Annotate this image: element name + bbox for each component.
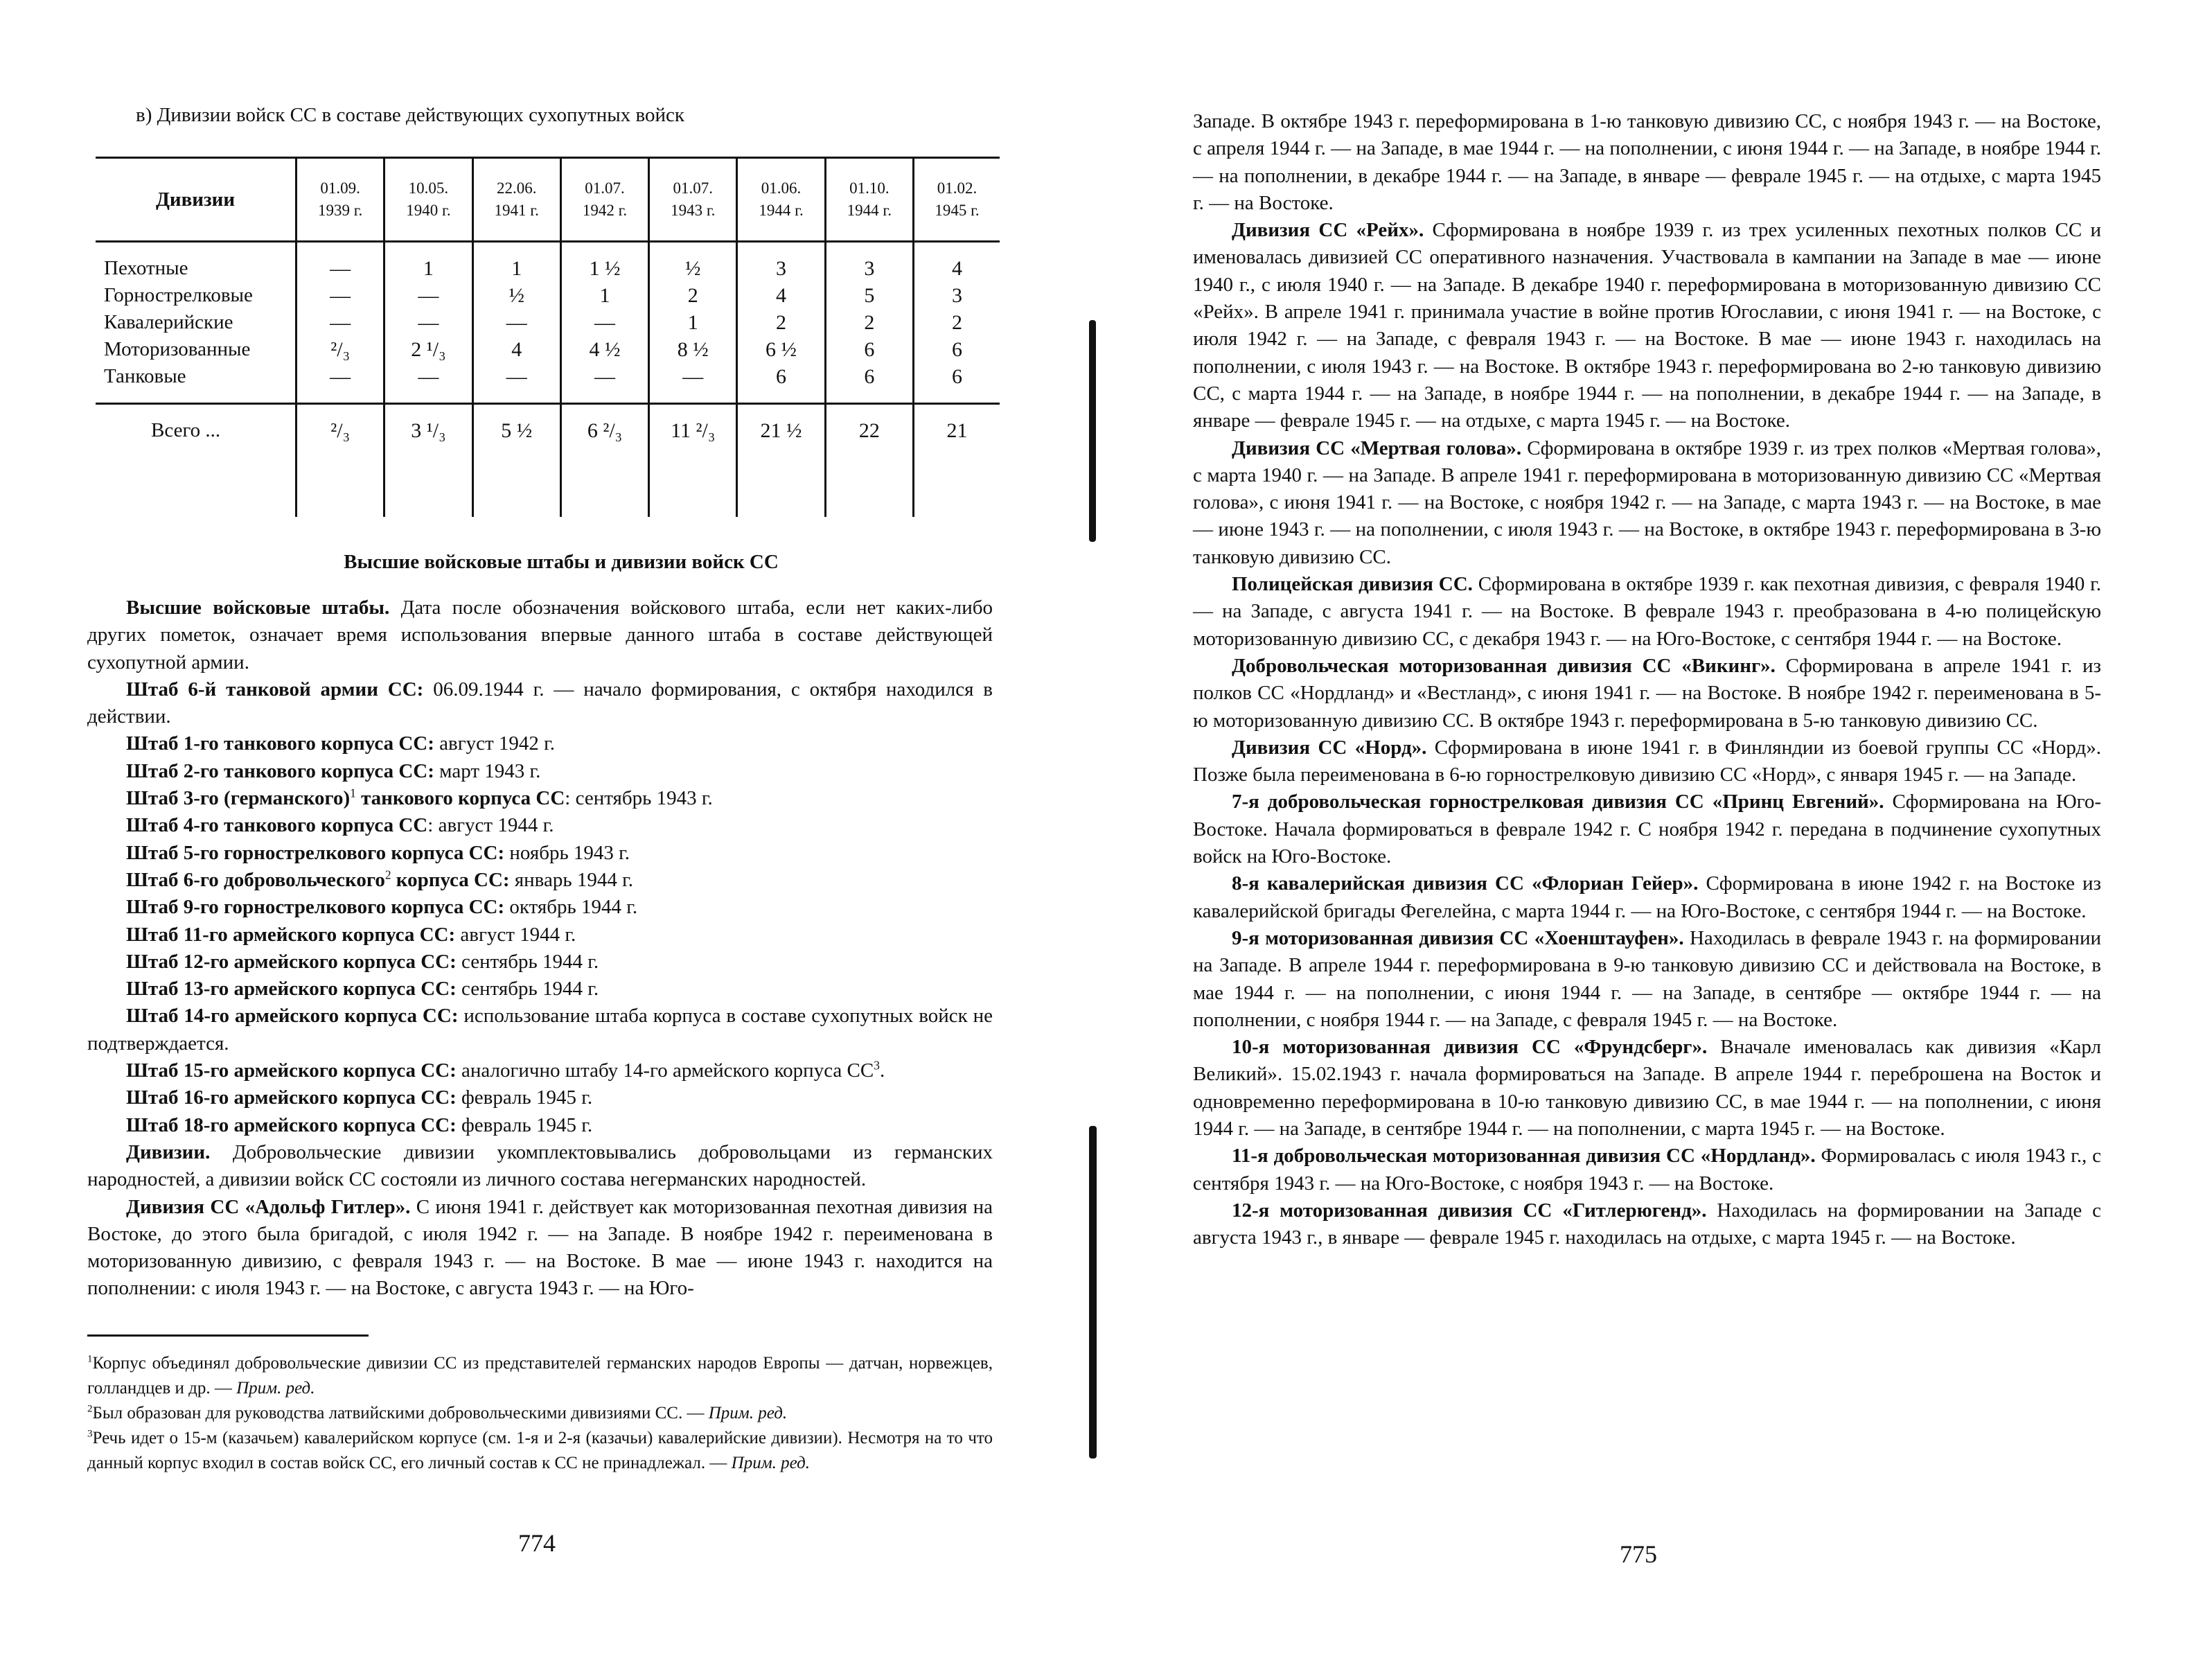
hq-entry: Штаб 6-го добровольческого$^2$ корпуса СС: январь 1944 г. <box>126 867 633 891</box>
section-heading: Высшие войсковые штабы и дивизии войск СС <box>344 551 779 573</box>
hq-entry: Штаб 3-го (германского)$^1$ танкового корпуса СС: сентябрь 1943 г. <box>126 786 713 810</box>
division-paragraph: Добровольческая моторизованная дивизия СС «Викинг». Сформирована в апреле 1941 г. из полков СС «Нордланд» и «Вестланд», с июня 1941 г. — на Востоке. В ноябре 1942 г. переименована в 5-ю моторизованную дивизию СС. В октябре 1943 г. переформирована в 5-ю танковую дивизию СС. <box>1193 654 2101 732</box>
table-column: 1 — — 2 ¹/₃ — <box>384 242 472 404</box>
division-paragraph: 12-я моторизованная дивизия СС «Гитлерюгенд». Находилась на формировании на Западе с августа 1943 г., в январе — феврале 1945 г. находилась на отдыхе, с марта 1945 г. — на Востоке. <box>1193 1199 2101 1249</box>
footnote: $^2$Был образован для руководства латвийскими добровольческими дивизиями СС. — Прим. ред. <box>87 1403 788 1422</box>
header-date: 01.09. 1939 г. <box>297 158 384 242</box>
table-column: 1 ½ 1 — 4 ½ — <box>560 242 648 404</box>
division-paragraph: 10-я моторизованная дивизия СС «Фрундсберг». Вначале именовалась как дивизия «Карл Великий». 15.02.1943 г. начала формироваться на Западе. В апреле 1944 г. переброшена на Восток и одновременно переформирована в 10-ю танковую дивизию СС, в мае 1944 г. — на пополнении, с июня 1944 г. — на Западе, в сентябре 1944 г. — на пополнении, с марта 1945 г. — на Востоке. <box>1193 1036 2101 1140</box>
paragraph: Дивизия СС «Адольф Гитлер». С июня 1941 г. действует как моторизованная пехотная дивизия на Востоке, до этого была бригадой, с июля 1942 г. — на Западе. В ноябре 1942 г. переименована в моторизованную дивизию, с февраля 1943 г. — на Востоке. В мае — июне 1943 г. находится на пополнении: с июля 1943 г. — на Востоке, с августа 1943 г. — на Юго- <box>87 1195 993 1300</box>
hq-entry: Штаб 15-го армейского корпуса СС: аналогично штабу 14-го армейского корпуса $СС^3$. <box>126 1058 885 1082</box>
paragraph: Высшие войсковые штабы. Дата после обозначения войскового штаба, если нет каких-либо других пометок, означает время использования впервые данного штаба в составе действующей сухопутной армии. <box>87 597 993 673</box>
hq-entry: Штаб 9-го горнострелкового корпуса СС: октябрь 1944 г. <box>126 896 638 919</box>
page-number-right: 775 <box>1620 1540 1657 1568</box>
table-title: в) Дивизии войск СС в составе действующих сухопутных войск <box>136 104 684 126</box>
paragraph: Дивизии. Добровольческие дивизии укомплектовывались добровольцами из германских народностей, а дивизии войск СС состояли из личного состава негерманских народностей. <box>87 1140 993 1191</box>
header-date: 01.07. 1942 г. <box>560 158 648 242</box>
paragraph: Западе. В октябре 1943 г. переформирована в 1-ю танковую дивизию СС, с ноября 1943 г. — на Востоке, с апреля 1944 г. — на Западе, в мае 1944 г. — на пополнении, с июня 1944 г. — на Западе, в ноябре 1944 г. — на пополнении, в декабре 1944 г. — на Западе, в январе — феврале 1945 г. — на отдыхе, с марта 1945 г. — на Востоке. <box>1193 110 2101 214</box>
total-label: Всего ... <box>96 404 297 518</box>
hq-entry: Штаб 11-го армейского корпуса СС: август 1944 г. <box>126 923 576 946</box>
table-header-row <box>96 158 1000 242</box>
total-cell: 11 ²/₃ <box>649 404 737 518</box>
footnote: $^1$Корпус объединял добровольческие дивизии СС из представителей германских народов Европы — датчан, норвежцев, голландцев и др. — Прим. ред. <box>87 1353 993 1398</box>
division-paragraph: 7-я добровольческая горнострелковая дивизия СС «Принц Евгений». Сформирована на Юго-Востоке. Начала формироваться в феврале 1942 г. С ноября 1942 г. передана в подчинение сухопутных войск на Юго-Востоке. <box>1193 791 2101 868</box>
table-body-row <box>96 242 1000 404</box>
total-cell: 6 ²/₃ <box>560 404 648 518</box>
left-text <box>87 594 993 1303</box>
total-cell: 22 <box>825 404 913 518</box>
divisions-table <box>96 157 1000 517</box>
header-date: 01.07. 1943 г. <box>649 158 737 242</box>
division-paragraph: Дивизия СС «Рейх». Сформирована в ноябре 1939 г. из трех усиленных пехотных полков СС и именовалась дивизией СС оперативного назначения. Участвовала в кампании на Западе в мае — июне 1940 г., с июля 1940 г. — на Западе. В декабре 1940 г. переформирована в моторизованную дивизию СС «Рейх». В апреле 1941 г. принимала участие в войне против Югославии, с июня 1941 г. — на Востоке, с июля 1942 г. — на Западе, с февраля 1943 г. — на Востоке. В мае — июне 1943 г. находилась на пополнении, с июля 1943 г. — на Востоке. В октябре 1943 г. переформирована во 2-ю танковую дивизию СС, с марта 1944 г. — на Западе, в ноябре 1944 г. — на пополнении, в декабре 1944 г. — на Западе, в январе — феврале 1945 г. — на отдыхе, с марта 1945 г. — на Востоке. <box>1193 219 2101 432</box>
page-number-left: 774 <box>518 1529 556 1557</box>
hq-entry: Штаб 16-го армейского корпуса СС: февраль 1945 г. <box>126 1086 593 1109</box>
header-date: 01.02. 1945 г. <box>913 158 1000 242</box>
total-cell: ²/₃ <box>297 404 384 518</box>
hq-entry: Штаб 5-го горнострелкового корпуса СС: ноябрь 1943 г. <box>126 841 630 864</box>
hq-entry: Штаб 1-го танкового корпуса СС: август 1942 г. <box>126 732 556 755</box>
division-paragraph: 9-я моторизованная дивизия СС «Хоенштауфен». Находилась в феврале 1943 г. на формировании на Западе. В апреле 1944 г. переформирована в 9-ю танковую дивизию СС и действовала на Востоке, в мае 1944 г. — на пополнении, с июня 1944 г. — на Западе, в сентябре — октябре 1944 г. — на пополнении, с ноября 1944 г. — на Западе, с февраля 1945 г. — на Востоке. <box>1193 926 2101 1031</box>
table-total-row <box>96 404 1000 518</box>
paragraph: Штаб 14-го армейского корпуса СС: использование штаба корпуса в составе сухопутных войск не подтверждается. <box>87 1005 993 1055</box>
right-page <box>1081 0 2212 1674</box>
table-column: 3 4 2 6 ½ 6 <box>737 242 825 404</box>
table-column: 4 3 2 6 6 <box>913 242 1000 404</box>
total-cell: 21 ½ <box>737 404 825 518</box>
division-paragraph: Полицейская дивизия СС. Сформирована в октябре 1939 г. как пехотная дивизия, с февраля 1940 г. — на Западе, с августа 1941 г. — на Востоке. В феврале 1943 г. преобразована в 4-ю полицейскую моторизованную дивизию СС, с декабря 1943 г. — на Юго-Востоке, с сентября 1944 г. — на Востоке. <box>1193 573 2102 650</box>
hq-entry: Штаб 18-го армейского корпуса СС: февраль 1945 г. <box>126 1113 593 1136</box>
total-cell: 21 <box>946 419 968 442</box>
hq-entry: Штаб 2-го танкового корпуса СС: март 1943 г. <box>126 759 541 782</box>
hq-entry: Штаб 12-го армейского корпуса СС: сентябрь 1944 г. <box>126 950 599 973</box>
division-paragraph: Дивизия СС «Норд». Сформирована в июне 1941 г. в Финляндии из боевой группы СС «Норд». Позже была переименована в 6-ю горнострелковую дивизию СС «Норд», с января 1945 г. — на Западе. <box>1193 736 2101 786</box>
hq-entry: Штаб 4-го танкового корпуса СС: август 1944 г. <box>126 814 554 837</box>
division-paragraph: 11-я добровольческая моторизованная дивизия СС «Нордланд». Формировалась с июля 1943 г., с сентября 1943 г. — на Юго-Востоке, с ноября 1943 г. — на Востоке. <box>1193 1145 2101 1195</box>
right-text <box>1193 108 2101 1251</box>
table-column: — — — ²/₃ — <box>297 242 384 404</box>
table-column: 1 ½ — 4 — <box>472 242 560 404</box>
header-date: 22.06. 1941 г. <box>472 158 560 242</box>
footnote: $^3$Речь идет о 15-м (казачьем) кавалерийском корпусе (см. 1-я и 2-я (казачьи) кавалерийские дивизии). Несмотря на то что данный корпус входил в состав войск СС, его личный состав к СС не принадлежал. — Прим. ред. <box>87 1428 993 1472</box>
header-date: 10.05. 1940 г. <box>384 158 472 242</box>
row-labels: Пехотные Горнострелковые Кавалерийские Моторизованные Танковые <box>96 242 297 404</box>
header-date: 01.10. 1944 г. <box>825 158 913 242</box>
table-column: ½ 2 1 8 ½ — <box>649 242 737 404</box>
division-paragraph: 8-я кавалерийская дивизия СС «Флориан Гейер». Сформирована в июне 1942 г. на Востоке из кавалерийской бригады Фегелейна, с марта 1944 г. — на Юго-Востоке, с сентября 1944 г. — на Востоке. <box>1193 872 2102 922</box>
total-cell: 5 ½ <box>472 404 560 518</box>
left-page <box>0 0 1081 1674</box>
footnotes <box>87 1351 993 1476</box>
hq-entry: Штаб 13-го армейского корпуса СС: сентябрь 1944 г. <box>126 978 599 1001</box>
division-paragraph: Дивизия СС «Мертвая голова». Сформирована в октябре 1939 г. из трех полков «Мертвая голова», с марта 1940 г. — на Западе. В апреле 1941 г. переформирована в моторизованную дивизию СС «Мертвая голова», с июня 1941 г. — на Востоке, с ноября 1942 г. — на Западе, с марта 1943 г. — на Востоке, в мае — июне 1943 г. — на пополнении, с июля 1943 г. — на Востоке, в октябре 1943 г. переформирована в 3-ю танковую дивизию СС. <box>1193 437 2102 568</box>
table-column: 3 5 2 6 6 <box>825 242 913 404</box>
footnote-divider <box>87 1334 369 1337</box>
paragraph: Штаб 6-й танковой армии СС: 06.09.1944 г. — начало формирования, с октября находился в действии. <box>87 678 993 728</box>
header-label: Дивизии <box>96 158 297 242</box>
total-cell: 3 ¹/₃ <box>384 404 472 518</box>
header-date: 01.06. 1944 г. <box>737 158 825 242</box>
